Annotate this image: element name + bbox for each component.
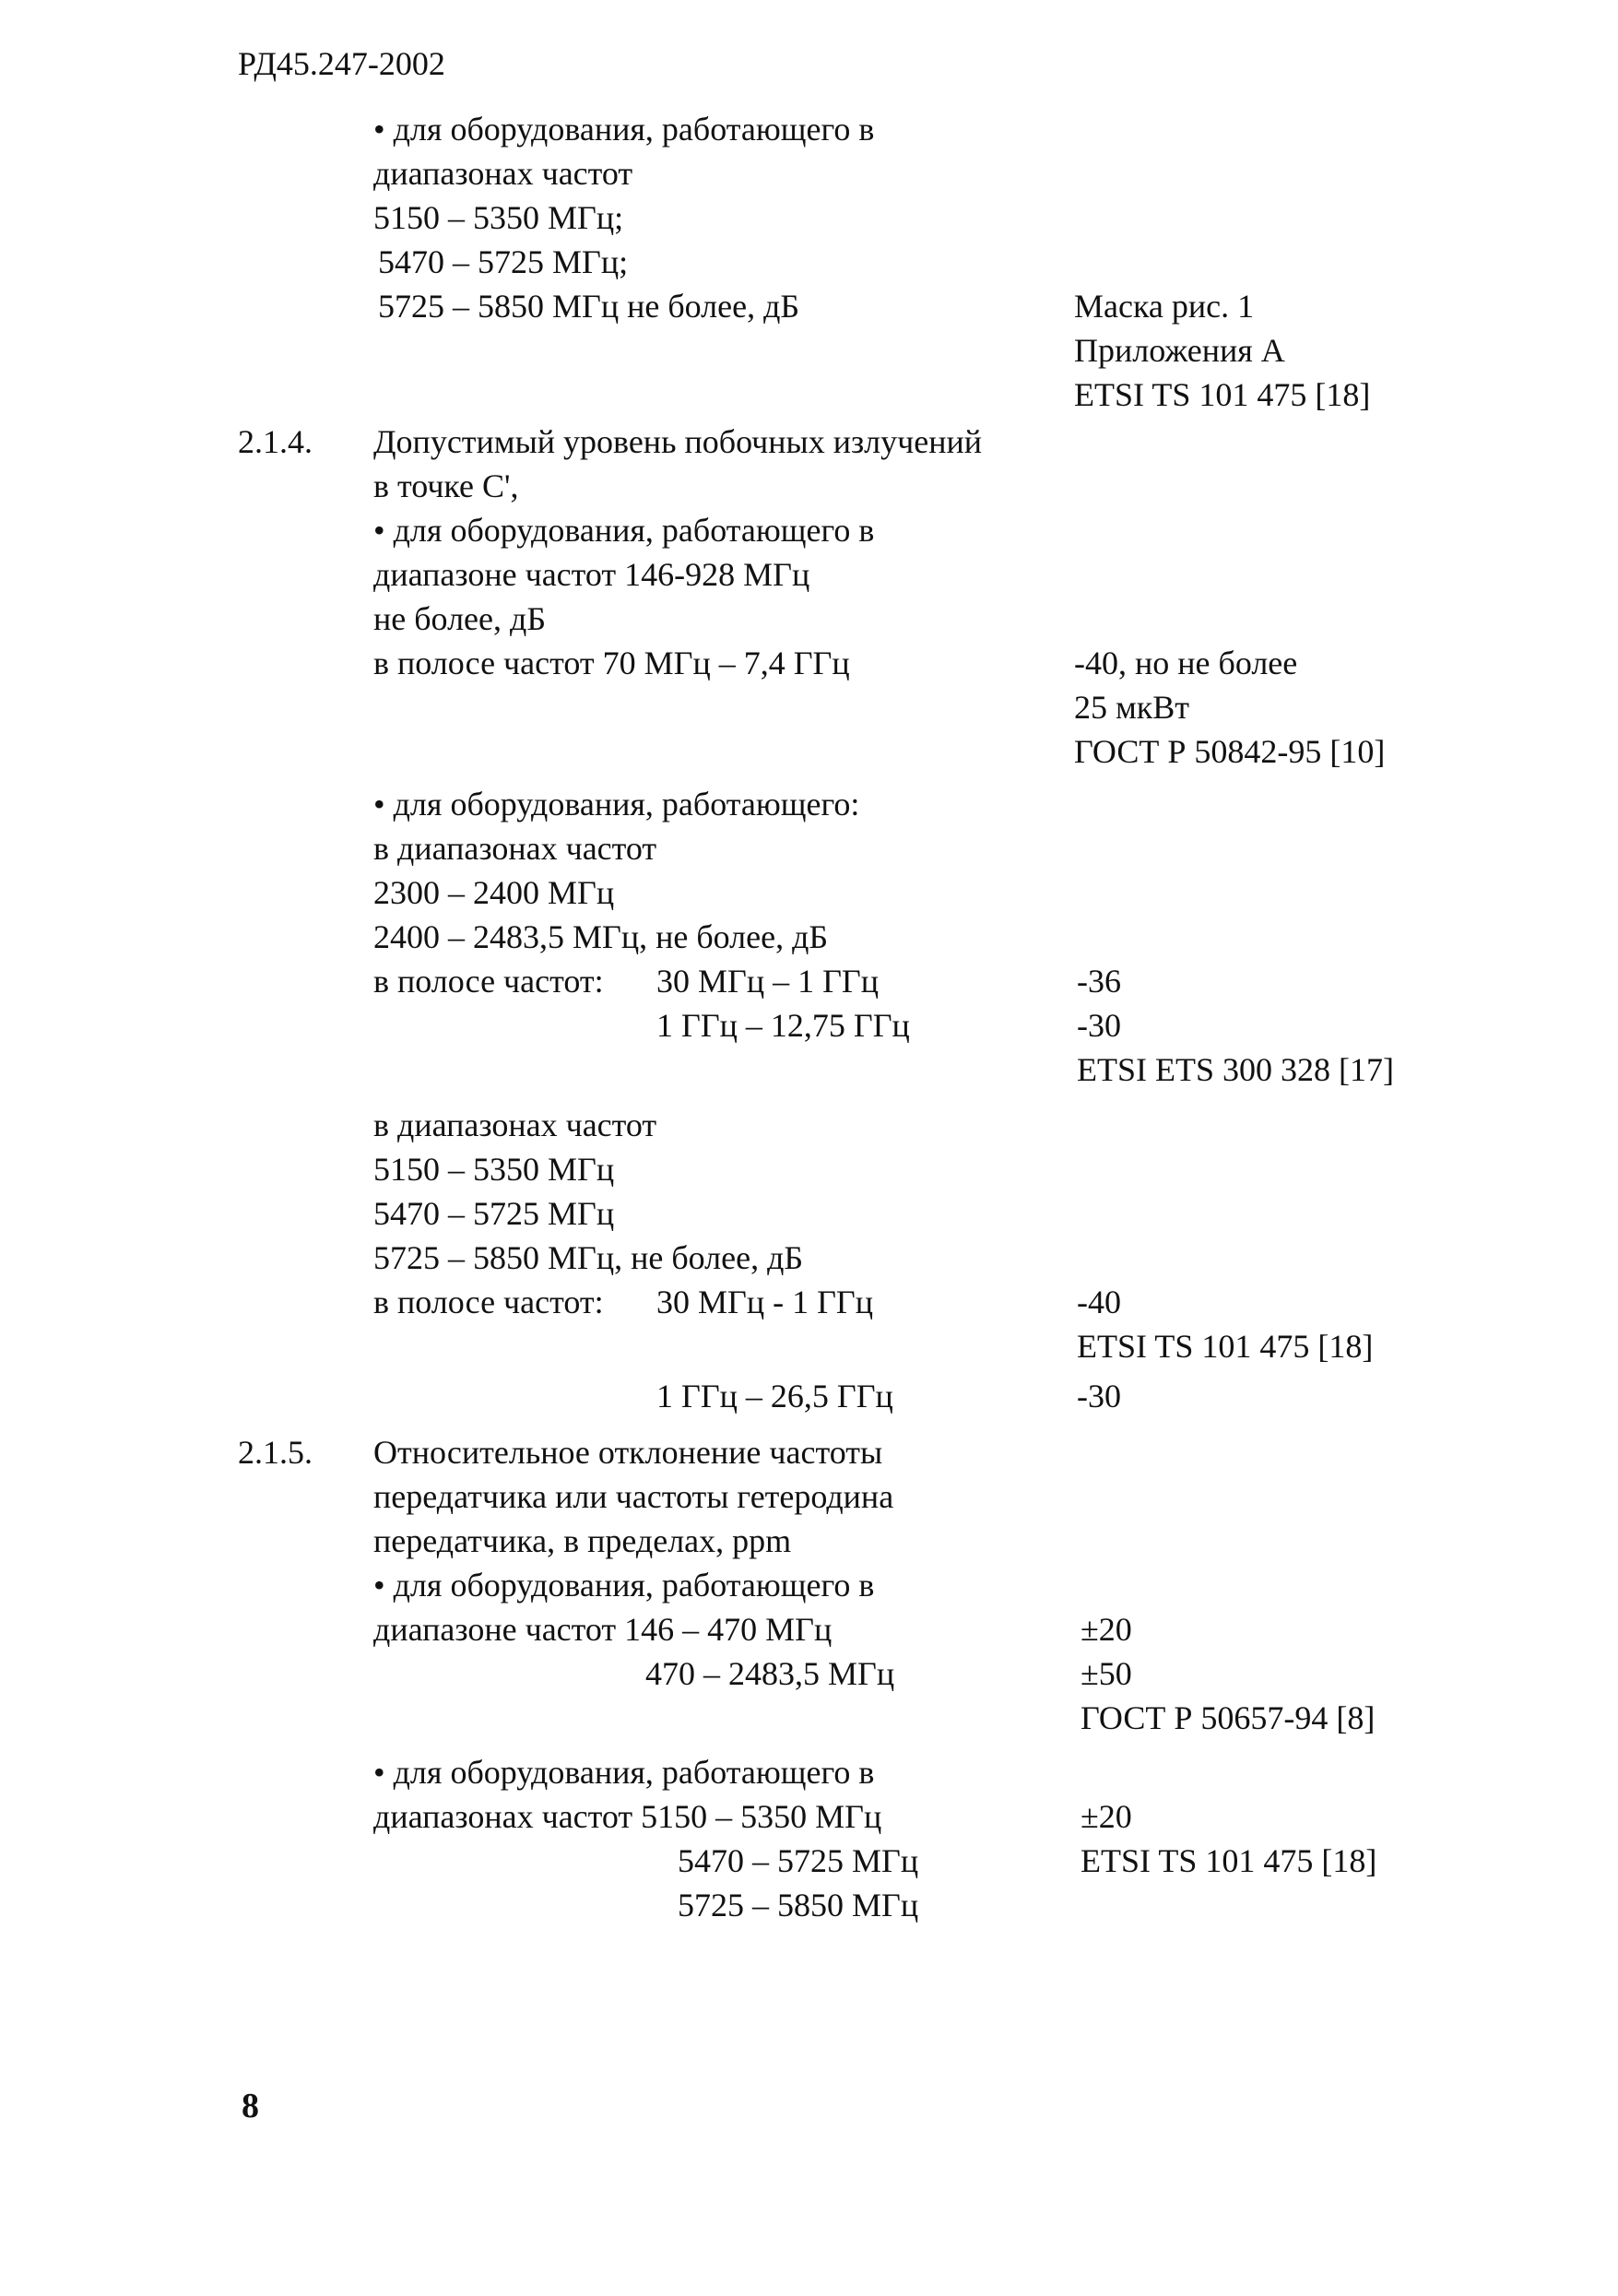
text-line: не более, дБ xyxy=(373,600,546,637)
section-number: 2.1.5. xyxy=(238,1434,313,1471)
text-line: 5470 – 5725 МГц; xyxy=(378,243,629,280)
text-line: в полосе частот: xyxy=(373,1284,604,1320)
value-text: -36 xyxy=(1077,963,1121,1000)
reference-text: ETSI ETS 300 328 [17] xyxy=(1077,1051,1394,1088)
value-text: ±50 xyxy=(1081,1655,1132,1692)
value-text: Маска рис. 1 xyxy=(1074,288,1255,325)
section-title: Допустимый уровень побочных излучений xyxy=(373,423,983,460)
text-line: • для оборудования, работающего: xyxy=(373,786,860,823)
section-title: Относительное отклонение частоты xyxy=(373,1434,883,1471)
section-title: в точке С', xyxy=(373,467,519,504)
text-line: 30 МГц - 1 ГГц xyxy=(656,1284,873,1320)
text-line: 1 ГГц – 12,75 ГГц xyxy=(656,1007,910,1044)
text-line: 2400 – 2483,5 МГц, не более, дБ xyxy=(373,918,829,955)
text-line: • для оборудования, работающего в xyxy=(373,1567,875,1604)
text-line: в полосе частот 70 МГц – 7,4 ГГц xyxy=(373,645,850,681)
reference-text: ETSI TS 101 475 [18] xyxy=(1081,1842,1377,1879)
value-text: -30 xyxy=(1077,1378,1121,1414)
text-line: 30 МГц – 1 ГГц xyxy=(656,963,879,1000)
text-line: 5725 – 5850 МГц, не более, дБ xyxy=(373,1239,804,1276)
text-line: • для оборудования, работающего в xyxy=(373,512,875,549)
text-line: 470 – 2483,5 МГц xyxy=(645,1655,895,1692)
text-line: диапазоне частот 146 – 470 МГц xyxy=(373,1611,833,1648)
text-line: 2300 – 2400 МГц xyxy=(373,874,615,911)
text-line: • для оборудования, работающего в xyxy=(373,111,875,148)
text-line: диапазонах частот xyxy=(373,155,633,192)
text-line: диапазоне частот 146-928 МГц xyxy=(373,556,810,593)
text-line: в диапазонах частот xyxy=(373,830,657,867)
value-text: -30 xyxy=(1077,1007,1121,1044)
text-line: в полосе частот: xyxy=(373,963,604,1000)
text-line: 1 ГГц – 26,5 ГГц xyxy=(656,1378,893,1414)
section-title: передатчика или частоты гетеродина xyxy=(373,1478,894,1515)
document-code: РД45.247-2002 xyxy=(238,45,445,82)
reference-text: ETSI TS 101 475 [18] xyxy=(1074,376,1371,413)
text-line: 5150 – 5350 МГц; xyxy=(373,199,624,236)
page-number: 8 xyxy=(242,2087,259,2125)
text-line: 5470 – 5725 МГц xyxy=(678,1842,919,1879)
value-text: -40, но не более xyxy=(1074,645,1298,681)
value-text: ±20 xyxy=(1081,1611,1132,1648)
section-number: 2.1.4. xyxy=(238,423,313,460)
text-line: 5150 – 5350 МГц xyxy=(373,1151,615,1188)
reference-text: ГОСТ Р 50657-94 [8] xyxy=(1081,1699,1376,1736)
section-title: передатчика, в пределах, ppm xyxy=(373,1522,792,1559)
reference-text: ГОСТ Р 50842-95 [10] xyxy=(1074,733,1386,770)
value-text: ±20 xyxy=(1081,1798,1132,1835)
value-text: 25 мкВт xyxy=(1074,689,1190,726)
text-line: 5470 – 5725 МГц xyxy=(373,1195,615,1232)
value-text: Приложения А xyxy=(1074,332,1285,369)
text-line: 5725 – 5850 МГц не более, дБ xyxy=(378,288,800,325)
text-line: 5725 – 5850 МГц xyxy=(678,1887,919,1923)
text-line: • для оборудования, работающего в xyxy=(373,1754,875,1791)
value-text: -40 xyxy=(1077,1284,1121,1320)
reference-text: ETSI TS 101 475 [18] xyxy=(1077,1328,1374,1365)
text-line: диапазонах частот 5150 – 5350 МГц xyxy=(373,1798,882,1835)
text-line: в диапазонах частот xyxy=(373,1107,657,1143)
